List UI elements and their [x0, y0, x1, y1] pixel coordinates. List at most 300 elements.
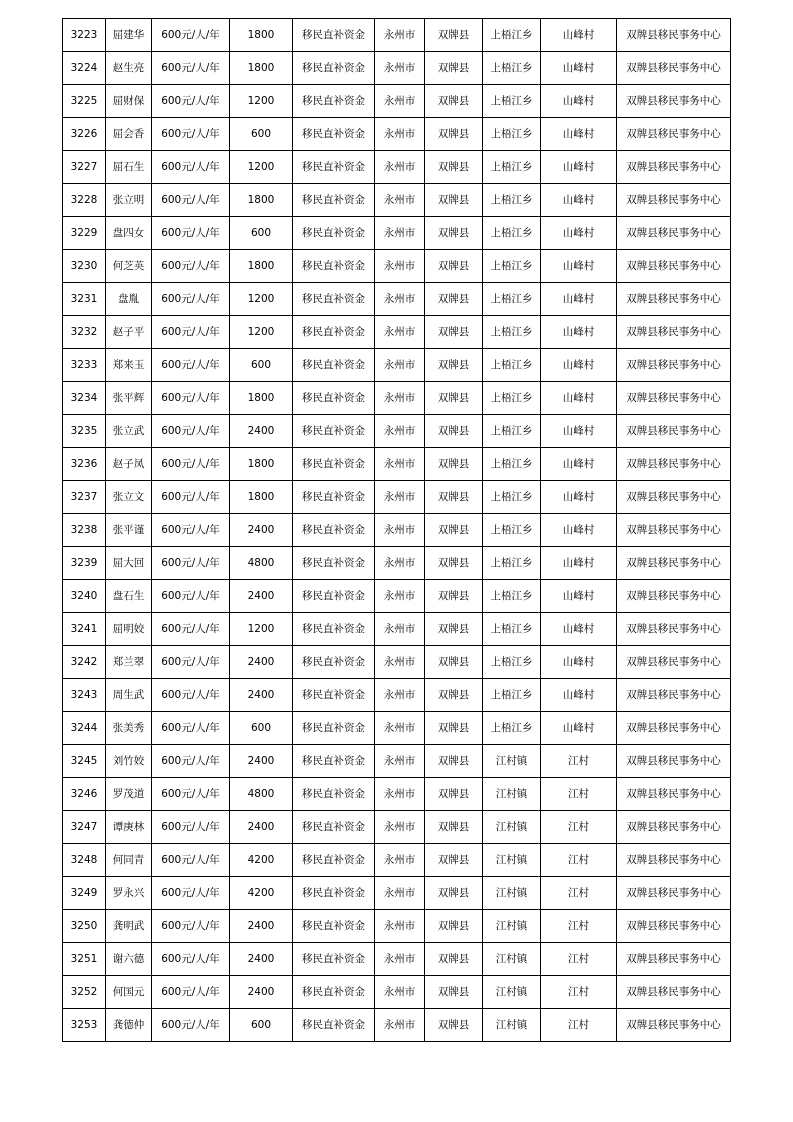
cell-fund-type: 移民直补资金 — [293, 646, 375, 679]
cell-county: 双牌县 — [425, 778, 483, 811]
cell-county: 双牌县 — [425, 844, 483, 877]
cell-fund-type: 移民直补资金 — [293, 613, 375, 646]
cell-subsidy-standard: 600元/人/年 — [152, 613, 230, 646]
cell-name: 张立明 — [106, 184, 152, 217]
cell-city: 永州市 — [375, 250, 425, 283]
table-row — [63, 283, 731, 316]
cell-amount: 2400 — [230, 745, 293, 778]
cell-fund-type: 移民直补资金 — [293, 976, 375, 1009]
cell-subsidy-standard: 600元/人/年 — [152, 118, 230, 151]
table-row — [63, 349, 731, 382]
cell-county: 双牌县 — [425, 712, 483, 745]
cell-name: 龚德仲 — [106, 1009, 152, 1042]
cell-township: 上梧江乡 — [483, 580, 541, 613]
cell-serial-number: 3233 — [63, 349, 106, 382]
cell-fund-type: 移民直补资金 — [293, 52, 375, 85]
cell-fund-type: 移民直补资金 — [293, 514, 375, 547]
cell-county: 双牌县 — [425, 19, 483, 52]
cell-township: 上梧江乡 — [483, 679, 541, 712]
cell-village: 山峰村 — [541, 250, 617, 283]
cell-subsidy-standard: 600元/人/年 — [152, 217, 230, 250]
cell-county: 双牌县 — [425, 481, 483, 514]
cell-city: 永州市 — [375, 910, 425, 943]
cell-village: 山峰村 — [541, 52, 617, 85]
cell-amount: 1800 — [230, 250, 293, 283]
cell-name: 何国元 — [106, 976, 152, 1009]
cell-township: 上梧江乡 — [483, 52, 541, 85]
cell-name: 赵生亮 — [106, 52, 152, 85]
cell-township: 上梧江乡 — [483, 19, 541, 52]
cell-amount: 1800 — [230, 52, 293, 85]
cell-issuing-unit: 双牌县移民事务中心 — [617, 943, 731, 976]
cell-township: 江村镇 — [483, 778, 541, 811]
cell-township: 江村镇 — [483, 745, 541, 778]
cell-amount: 2400 — [230, 943, 293, 976]
cell-issuing-unit: 双牌县移民事务中心 — [617, 118, 731, 151]
cell-subsidy-standard: 600元/人/年 — [152, 547, 230, 580]
cell-subsidy-standard: 600元/人/年 — [152, 745, 230, 778]
table-row — [63, 580, 731, 613]
cell-serial-number: 3252 — [63, 976, 106, 1009]
cell-city: 永州市 — [375, 778, 425, 811]
cell-serial-number: 3246 — [63, 778, 106, 811]
cell-village: 江村 — [541, 910, 617, 943]
cell-fund-type: 移民直补资金 — [293, 250, 375, 283]
cell-city: 永州市 — [375, 811, 425, 844]
cell-issuing-unit: 双牌县移民事务中心 — [617, 910, 731, 943]
cell-county: 双牌县 — [425, 910, 483, 943]
cell-subsidy-standard: 600元/人/年 — [152, 19, 230, 52]
table-row — [63, 250, 731, 283]
cell-issuing-unit: 双牌县移民事务中心 — [617, 349, 731, 382]
cell-subsidy-standard: 600元/人/年 — [152, 943, 230, 976]
cell-amount: 600 — [230, 1009, 293, 1042]
cell-fund-type: 移民直补资金 — [293, 283, 375, 316]
cell-name: 何芝英 — [106, 250, 152, 283]
cell-subsidy-standard: 600元/人/年 — [152, 976, 230, 1009]
cell-county: 双牌县 — [425, 679, 483, 712]
cell-name: 张立文 — [106, 481, 152, 514]
cell-issuing-unit: 双牌县移民事务中心 — [617, 877, 731, 910]
cell-village: 江村 — [541, 1009, 617, 1042]
cell-serial-number: 3236 — [63, 448, 106, 481]
cell-name: 盘四女 — [106, 217, 152, 250]
cell-county: 双牌县 — [425, 415, 483, 448]
cell-issuing-unit: 双牌县移民事务中心 — [617, 19, 731, 52]
cell-city: 永州市 — [375, 514, 425, 547]
cell-city: 永州市 — [375, 85, 425, 118]
cell-fund-type: 移民直补资金 — [293, 1009, 375, 1042]
cell-subsidy-standard: 600元/人/年 — [152, 778, 230, 811]
cell-subsidy-standard: 600元/人/年 — [152, 481, 230, 514]
cell-name: 屈建华 — [106, 19, 152, 52]
cell-issuing-unit: 双牌县移民事务中心 — [617, 613, 731, 646]
cell-county: 双牌县 — [425, 514, 483, 547]
cell-amount: 1200 — [230, 151, 293, 184]
cell-serial-number: 3248 — [63, 844, 106, 877]
cell-issuing-unit: 双牌县移民事务中心 — [617, 415, 731, 448]
table-row — [63, 85, 731, 118]
cell-name: 赵子凤 — [106, 448, 152, 481]
cell-city: 永州市 — [375, 976, 425, 1009]
cell-city: 永州市 — [375, 580, 425, 613]
cell-serial-number: 3242 — [63, 646, 106, 679]
cell-township: 江村镇 — [483, 844, 541, 877]
cell-county: 双牌县 — [425, 811, 483, 844]
cell-village: 江村 — [541, 745, 617, 778]
cell-county: 双牌县 — [425, 349, 483, 382]
table-row — [63, 415, 731, 448]
cell-serial-number: 3235 — [63, 415, 106, 448]
cell-amount: 1800 — [230, 19, 293, 52]
table-row — [63, 481, 731, 514]
cell-subsidy-standard: 600元/人/年 — [152, 1009, 230, 1042]
cell-amount: 1200 — [230, 85, 293, 118]
cell-issuing-unit: 双牌县移民事务中心 — [617, 712, 731, 745]
cell-serial-number: 3244 — [63, 712, 106, 745]
cell-subsidy-standard: 600元/人/年 — [152, 712, 230, 745]
cell-serial-number: 3229 — [63, 217, 106, 250]
cell-issuing-unit: 双牌县移民事务中心 — [617, 646, 731, 679]
cell-name: 屈财保 — [106, 85, 152, 118]
cell-amount: 1800 — [230, 382, 293, 415]
cell-city: 永州市 — [375, 316, 425, 349]
cell-issuing-unit: 双牌县移民事务中心 — [617, 250, 731, 283]
cell-county: 双牌县 — [425, 151, 483, 184]
cell-township: 上梧江乡 — [483, 283, 541, 316]
cell-amount: 1200 — [230, 283, 293, 316]
cell-issuing-unit: 双牌县移民事务中心 — [617, 52, 731, 85]
cell-subsidy-standard: 600元/人/年 — [152, 448, 230, 481]
cell-village: 山峰村 — [541, 151, 617, 184]
cell-township: 上梧江乡 — [483, 151, 541, 184]
cell-amount: 1800 — [230, 184, 293, 217]
cell-village: 山峰村 — [541, 514, 617, 547]
cell-township: 上梧江乡 — [483, 250, 541, 283]
cell-amount: 2400 — [230, 976, 293, 1009]
cell-fund-type: 移民直补资金 — [293, 382, 375, 415]
cell-issuing-unit: 双牌县移民事务中心 — [617, 745, 731, 778]
cell-amount: 1200 — [230, 316, 293, 349]
cell-village: 山峰村 — [541, 580, 617, 613]
cell-county: 双牌县 — [425, 877, 483, 910]
cell-amount: 2400 — [230, 415, 293, 448]
table-row — [63, 52, 731, 85]
table-row — [63, 547, 731, 580]
cell-amount: 2400 — [230, 811, 293, 844]
cell-issuing-unit: 双牌县移民事务中心 — [617, 184, 731, 217]
cell-village: 山峰村 — [541, 415, 617, 448]
cell-township: 上梧江乡 — [483, 481, 541, 514]
cell-fund-type: 移民直补资金 — [293, 910, 375, 943]
cell-serial-number: 3232 — [63, 316, 106, 349]
cell-subsidy-standard: 600元/人/年 — [152, 316, 230, 349]
cell-amount: 4800 — [230, 547, 293, 580]
table-row — [63, 613, 731, 646]
cell-city: 永州市 — [375, 481, 425, 514]
cell-subsidy-standard: 600元/人/年 — [152, 85, 230, 118]
cell-amount: 4200 — [230, 844, 293, 877]
cell-name: 张美秀 — [106, 712, 152, 745]
cell-fund-type: 移民直补资金 — [293, 349, 375, 382]
cell-subsidy-standard: 600元/人/年 — [152, 184, 230, 217]
cell-serial-number: 3224 — [63, 52, 106, 85]
cell-village: 山峰村 — [541, 85, 617, 118]
cell-fund-type: 移民直补资金 — [293, 778, 375, 811]
cell-city: 永州市 — [375, 151, 425, 184]
cell-village: 山峰村 — [541, 679, 617, 712]
cell-village: 山峰村 — [541, 316, 617, 349]
cell-serial-number: 3240 — [63, 580, 106, 613]
cell-name: 何同青 — [106, 844, 152, 877]
cell-city: 永州市 — [375, 283, 425, 316]
cell-name: 罗永兴 — [106, 877, 152, 910]
table-body — [63, 19, 731, 1042]
cell-village: 山峰村 — [541, 283, 617, 316]
cell-subsidy-standard: 600元/人/年 — [152, 151, 230, 184]
cell-name: 刘竹姣 — [106, 745, 152, 778]
table-row — [63, 976, 731, 1009]
cell-township: 江村镇 — [483, 877, 541, 910]
cell-county: 双牌县 — [425, 283, 483, 316]
cell-county: 双牌县 — [425, 976, 483, 1009]
cell-name: 屈明姣 — [106, 613, 152, 646]
cell-fund-type: 移民直补资金 — [293, 19, 375, 52]
cell-county: 双牌县 — [425, 448, 483, 481]
cell-township: 江村镇 — [483, 811, 541, 844]
cell-fund-type: 移民直补资金 — [293, 811, 375, 844]
cell-amount: 2400 — [230, 646, 293, 679]
cell-fund-type: 移民直补资金 — [293, 844, 375, 877]
cell-village: 山峰村 — [541, 19, 617, 52]
cell-subsidy-standard: 600元/人/年 — [152, 679, 230, 712]
cell-name: 罗茂道 — [106, 778, 152, 811]
cell-village: 山峰村 — [541, 448, 617, 481]
cell-name: 张平辉 — [106, 382, 152, 415]
cell-subsidy-standard: 600元/人/年 — [152, 250, 230, 283]
cell-fund-type: 移民直补资金 — [293, 745, 375, 778]
table-row — [63, 646, 731, 679]
table-row — [63, 118, 731, 151]
cell-issuing-unit: 双牌县移民事务中心 — [617, 151, 731, 184]
cell-fund-type: 移民直补资金 — [293, 547, 375, 580]
cell-name: 张平谨 — [106, 514, 152, 547]
table-row — [63, 745, 731, 778]
cell-fund-type: 移民直补资金 — [293, 85, 375, 118]
cell-county: 双牌县 — [425, 382, 483, 415]
cell-fund-type: 移民直补资金 — [293, 316, 375, 349]
cell-county: 双牌县 — [425, 316, 483, 349]
cell-serial-number: 3250 — [63, 910, 106, 943]
table-row — [63, 844, 731, 877]
cell-city: 永州市 — [375, 646, 425, 679]
cell-village: 山峰村 — [541, 646, 617, 679]
cell-village: 江村 — [541, 844, 617, 877]
cell-city: 永州市 — [375, 712, 425, 745]
table-row — [63, 217, 731, 250]
cell-village: 江村 — [541, 943, 617, 976]
cell-subsidy-standard: 600元/人/年 — [152, 415, 230, 448]
cell-county: 双牌县 — [425, 1009, 483, 1042]
cell-village: 山峰村 — [541, 118, 617, 151]
cell-village: 山峰村 — [541, 712, 617, 745]
cell-serial-number: 3227 — [63, 151, 106, 184]
cell-issuing-unit: 双牌县移民事务中心 — [617, 1009, 731, 1042]
cell-amount: 600 — [230, 118, 293, 151]
cell-serial-number: 3237 — [63, 481, 106, 514]
cell-city: 永州市 — [375, 547, 425, 580]
cell-name: 屈会香 — [106, 118, 152, 151]
cell-fund-type: 移民直补资金 — [293, 712, 375, 745]
cell-city: 永州市 — [375, 448, 425, 481]
table-row — [63, 1009, 731, 1042]
cell-township: 江村镇 — [483, 1009, 541, 1042]
cell-subsidy-standard: 600元/人/年 — [152, 580, 230, 613]
cell-subsidy-standard: 600元/人/年 — [152, 844, 230, 877]
cell-village: 江村 — [541, 877, 617, 910]
cell-amount: 2400 — [230, 679, 293, 712]
cell-township: 上梧江乡 — [483, 184, 541, 217]
cell-issuing-unit: 双牌县移民事务中心 — [617, 514, 731, 547]
cell-subsidy-standard: 600元/人/年 — [152, 514, 230, 547]
cell-county: 双牌县 — [425, 943, 483, 976]
cell-village: 江村 — [541, 976, 617, 1009]
cell-fund-type: 移民直补资金 — [293, 481, 375, 514]
cell-county: 双牌县 — [425, 646, 483, 679]
cell-issuing-unit: 双牌县移民事务中心 — [617, 85, 731, 118]
table-row — [63, 943, 731, 976]
table-row — [63, 778, 731, 811]
cell-name: 谢六德 — [106, 943, 152, 976]
cell-subsidy-standard: 600元/人/年 — [152, 646, 230, 679]
cell-township: 江村镇 — [483, 910, 541, 943]
cell-name: 赵子平 — [106, 316, 152, 349]
cell-issuing-unit: 双牌县移民事务中心 — [617, 976, 731, 1009]
cell-serial-number: 3241 — [63, 613, 106, 646]
cell-issuing-unit: 双牌县移民事务中心 — [617, 382, 731, 415]
cell-fund-type: 移民直补资金 — [293, 679, 375, 712]
cell-name: 盘石生 — [106, 580, 152, 613]
cell-township: 上梧江乡 — [483, 547, 541, 580]
cell-county: 双牌县 — [425, 613, 483, 646]
cell-serial-number: 3230 — [63, 250, 106, 283]
cell-serial-number: 3249 — [63, 877, 106, 910]
cell-city: 永州市 — [375, 1009, 425, 1042]
cell-fund-type: 移民直补资金 — [293, 151, 375, 184]
cell-name: 龚明武 — [106, 910, 152, 943]
cell-name: 盘胤 — [106, 283, 152, 316]
cell-serial-number: 3225 — [63, 85, 106, 118]
cell-village: 山峰村 — [541, 613, 617, 646]
cell-county: 双牌县 — [425, 184, 483, 217]
cell-serial-number: 3226 — [63, 118, 106, 151]
cell-amount: 600 — [230, 712, 293, 745]
cell-serial-number: 3234 — [63, 382, 106, 415]
cell-fund-type: 移民直补资金 — [293, 415, 375, 448]
cell-fund-type: 移民直补资金 — [293, 184, 375, 217]
cell-amount: 1800 — [230, 448, 293, 481]
cell-township: 上梧江乡 — [483, 85, 541, 118]
cell-serial-number: 3247 — [63, 811, 106, 844]
table-row — [63, 382, 731, 415]
cell-village: 江村 — [541, 778, 617, 811]
cell-county: 双牌县 — [425, 52, 483, 85]
cell-amount: 2400 — [230, 514, 293, 547]
cell-serial-number: 3251 — [63, 943, 106, 976]
cell-fund-type: 移民直补资金 — [293, 118, 375, 151]
cell-city: 永州市 — [375, 382, 425, 415]
cell-name: 张立武 — [106, 415, 152, 448]
cell-issuing-unit: 双牌县移民事务中心 — [617, 811, 731, 844]
table-row — [63, 514, 731, 547]
table-row — [63, 877, 731, 910]
cell-city: 永州市 — [375, 415, 425, 448]
cell-subsidy-standard: 600元/人/年 — [152, 283, 230, 316]
table-row — [63, 184, 731, 217]
cell-amount: 600 — [230, 217, 293, 250]
cell-township: 上梧江乡 — [483, 448, 541, 481]
cell-subsidy-standard: 600元/人/年 — [152, 382, 230, 415]
cell-subsidy-standard: 600元/人/年 — [152, 349, 230, 382]
cell-township: 上梧江乡 — [483, 217, 541, 250]
table-row — [63, 910, 731, 943]
cell-amount: 4200 — [230, 877, 293, 910]
cell-township: 上梧江乡 — [483, 646, 541, 679]
cell-township: 上梧江乡 — [483, 712, 541, 745]
cell-issuing-unit: 双牌县移民事务中心 — [617, 580, 731, 613]
cell-subsidy-standard: 600元/人/年 — [152, 811, 230, 844]
cell-village: 山峰村 — [541, 184, 617, 217]
cell-county: 双牌县 — [425, 580, 483, 613]
table-row — [63, 712, 731, 745]
cell-name: 郑来玉 — [106, 349, 152, 382]
cell-village: 山峰村 — [541, 382, 617, 415]
subsidy-table — [62, 18, 731, 1042]
cell-serial-number: 3228 — [63, 184, 106, 217]
cell-serial-number: 3239 — [63, 547, 106, 580]
cell-township: 上梧江乡 — [483, 415, 541, 448]
cell-city: 永州市 — [375, 679, 425, 712]
cell-township: 上梧江乡 — [483, 514, 541, 547]
cell-city: 永州市 — [375, 52, 425, 85]
cell-name: 谭庚林 — [106, 811, 152, 844]
cell-serial-number: 3243 — [63, 679, 106, 712]
cell-serial-number: 3245 — [63, 745, 106, 778]
cell-subsidy-standard: 600元/人/年 — [152, 877, 230, 910]
cell-name: 屈大回 — [106, 547, 152, 580]
cell-issuing-unit: 双牌县移民事务中心 — [617, 778, 731, 811]
cell-amount: 1200 — [230, 613, 293, 646]
cell-township: 江村镇 — [483, 943, 541, 976]
cell-issuing-unit: 双牌县移民事务中心 — [617, 316, 731, 349]
cell-township: 上梧江乡 — [483, 316, 541, 349]
cell-township: 江村镇 — [483, 976, 541, 1009]
cell-amount: 4800 — [230, 778, 293, 811]
cell-county: 双牌县 — [425, 85, 483, 118]
cell-issuing-unit: 双牌县移民事务中心 — [617, 481, 731, 514]
cell-county: 双牌县 — [425, 118, 483, 151]
table-row — [63, 316, 731, 349]
cell-village: 山峰村 — [541, 217, 617, 250]
cell-issuing-unit: 双牌县移民事务中心 — [617, 844, 731, 877]
table-row — [63, 448, 731, 481]
table-row — [63, 151, 731, 184]
cell-fund-type: 移民直补资金 — [293, 448, 375, 481]
cell-village: 山峰村 — [541, 547, 617, 580]
cell-fund-type: 移民直补资金 — [293, 580, 375, 613]
cell-township: 上梧江乡 — [483, 118, 541, 151]
cell-serial-number: 3253 — [63, 1009, 106, 1042]
